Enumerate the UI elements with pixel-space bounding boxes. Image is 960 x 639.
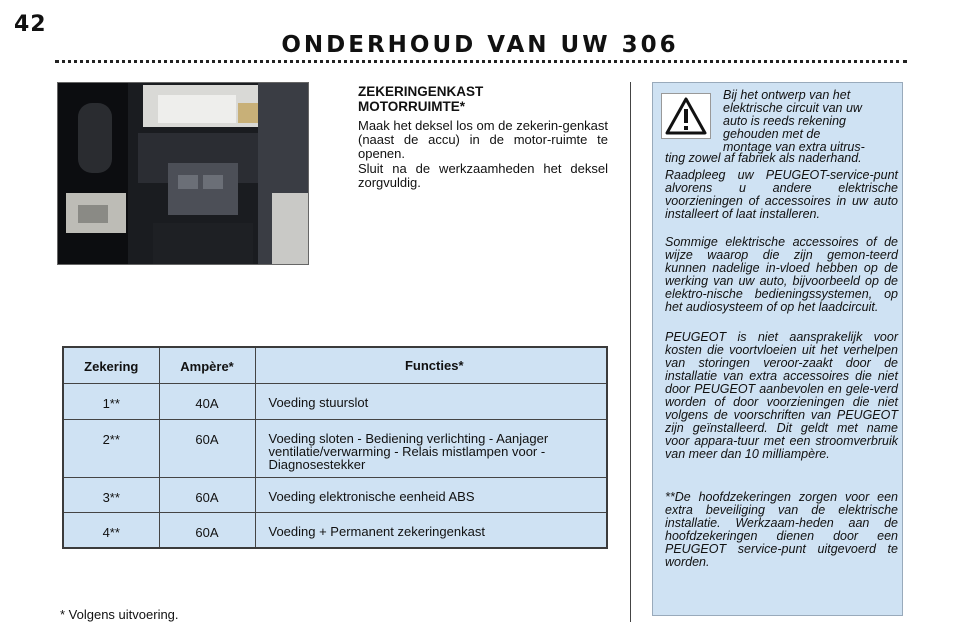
- fuse-cell: 1**: [63, 383, 159, 419]
- function-cell: Voeding elektronische eenheid ABS: [255, 477, 607, 512]
- warning-intro-line: elektrische circuit van uw: [723, 101, 862, 115]
- heading-line-1: ZEKERINGENKAST: [358, 84, 484, 99]
- fuse-cell: 3**: [63, 477, 159, 512]
- warning-box: [652, 82, 903, 616]
- warning-paragraph-4: PEUGEOT is niet aansprakelijk voor kosten die voortvloeien uit het verhelpen van storingen veroor-zaakt door de installatie van extra accessoires die niet door PEUGEOT aanbevolen en gele-verd worden of door voorzieningen die niet volgens de voorschriften van PEUGEOT zijn geïnstalleerd. Dit geldt met name voor appara-tuur met een stroomverbruik van meer dan 10 milliampère.: [665, 330, 898, 461]
- function-cell: Voeding + Permanent zekeringenkast: [268, 523, 485, 539]
- column-header-fuse: Zekering: [63, 347, 159, 383]
- page-number: 42: [14, 12, 47, 37]
- heading-line-2: MOTORRUIMTE*: [358, 99, 465, 114]
- ampere-cell: 60A: [159, 477, 255, 512]
- table-header-row: [63, 347, 607, 383]
- fuse-cell: 4**: [63, 512, 159, 548]
- table-row: [63, 383, 607, 419]
- table-row: [63, 512, 607, 548]
- footnote: * Volgens uitvoering.: [60, 607, 179, 622]
- table-row: [63, 419, 607, 477]
- column-divider: [630, 82, 631, 622]
- warning-intro-line: gehouden met de: [723, 127, 821, 141]
- function-cell: Voeding stuurslot: [255, 383, 607, 419]
- warning-intro-line: Bij het ontwerp van het: [723, 88, 851, 102]
- warning-intro-line: montage van extra uitrus-: [723, 140, 865, 154]
- fuse-table: [62, 346, 608, 549]
- engine-bay-photo: [57, 82, 309, 265]
- dotted-divider: [55, 60, 907, 63]
- warning-intro: [723, 89, 896, 154]
- ampere-cell: 60A: [159, 512, 255, 548]
- fuse-cell: 2**: [63, 419, 159, 477]
- section-heading: [358, 84, 608, 114]
- function-cell: Voeding sloten - Bediening verlichting - Aanjager ventilatie/verwarming - Relais mistlampen voor - Diagnosestekker: [255, 419, 607, 477]
- warning-paragraph-3: Sommige elektrische accessoires of de wijze waarop die zijn gemon-teerd kunnen nadelige in-vloed hebben op de werking van uw auto, bijvoorbeeld op de elektro-nische bedieningssystemen, op het audiosysteem of op het laadcircuit.: [665, 235, 898, 314]
- warning-paragraph-2: Raadpleeg uw PEUGEOT-service-punt alvorens u andere elektrische voorzieningen of accessoires in uw auto installeert of laat installeren.: [665, 168, 898, 221]
- column-header-functions: Functies*: [255, 347, 607, 383]
- column-header-ampere: Ampère*: [159, 347, 255, 383]
- ampere-cell: 40A: [159, 383, 255, 419]
- warning-triangle-icon: [661, 93, 711, 139]
- warning-intro-line: auto is reeds rekening: [723, 114, 846, 128]
- page-title: ONDERHOUD VAN UW 306: [281, 32, 679, 58]
- instruction-paragraph-2: Sluit na de werkzaamheden het deksel zorgvuldig.: [358, 161, 608, 190]
- warning-paragraph-5: **De hoofdzekeringen zorgen voor een extra beveiliging van de elektrische installatie. Werkzaam-heden aan de hoofdzekeringen dienen door een PEUGEOT service-punt uitgevoerd te worden.: [665, 490, 898, 569]
- instruction-paragraph-1: Maak het deksel los om de zekerin-genkast (naast de accu) in de motor-ruimte te openen.: [358, 118, 609, 161]
- warning-intro-tail: ting zowel af fabriek als naderhand.: [665, 151, 862, 165]
- table-row: [63, 477, 607, 512]
- ampere-cell: 60A: [159, 419, 255, 477]
